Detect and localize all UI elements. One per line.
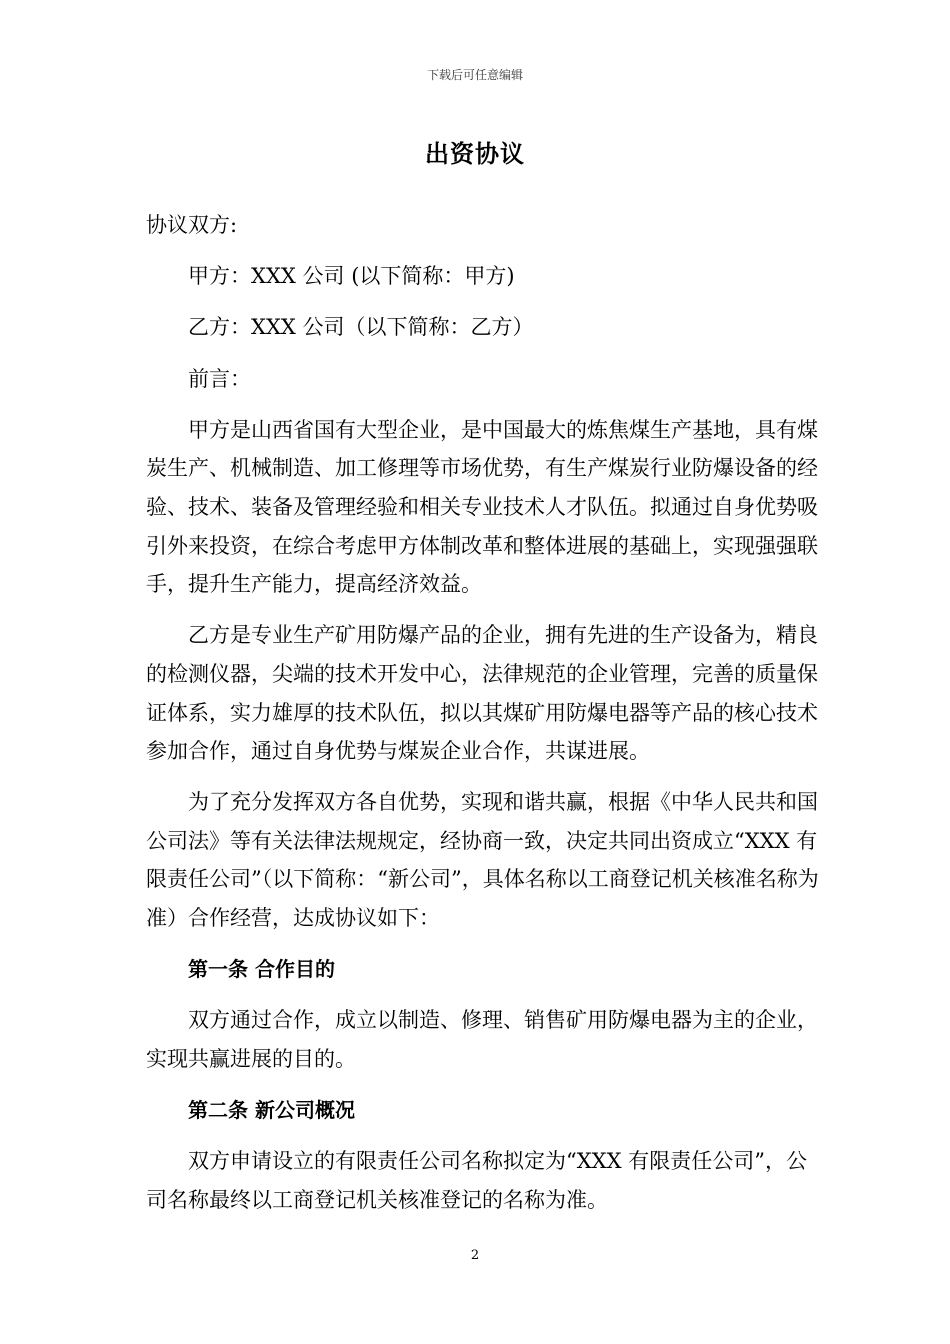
party-a: 甲方：XXX 公司 (以下简称：甲方) (188, 264, 515, 289)
paragraph-purpose: 为了充分发挥双方各自优势，实现和谐共赢，根据《中华人民共和国公司法》等有关法律法规规定，经协商一致，决定共同出资成立“XXX 有限责任公司”（以下简称：“新公司”，具体名称以工商登记机关核准名称为准）合作经营，达成协议如下： (146, 790, 819, 931)
preface-label: 前言： (188, 366, 251, 391)
article-1-text: 双方通过合作，成立以制造、修理、销售矿用防爆电器为主的企业，实现共赢进展的目的。 (146, 1008, 818, 1072)
party-b: 乙方：XXX 公司（以下简称：乙方） (188, 315, 534, 340)
article-1-heading: 第一条 合作目的 (188, 957, 335, 982)
parties-label: 协议双方: (146, 213, 238, 237)
header-note: 下载后可任意编辑 (426, 68, 523, 82)
article-2-heading: 第二条 新公司概况 (188, 1098, 355, 1123)
document-body (146, 206, 822, 1220)
document-title: 出资协议 (425, 140, 525, 168)
paragraph-party-b-intro: 乙方是专业生产矿用防爆产品的企业，拥有先进的生产设备为，精良的检测仪器，尖端的技术开发中心，法律规范的企业管理，完善的质量保证体系，实力雄厚的技术队伍，拟以其煤矿用防爆电器等产品的核心技术参加合作，通过自身优势与煤炭企业合作，共谋进展。 (146, 623, 818, 764)
paragraph-party-a-intro: 甲方是山西省国有大型企业，是中国最大的炼焦煤生产基地，具有煤炭生产、机械制造、加工修理等市场优势，有生产煤炭行业防爆设备的经验、技术、装备及管理经验和相关专业技术人才队伍。拟通过自身优势吸引外来投资，在综合考虑甲方体制改革和整体进展的基础上，实现强强联手，提升生产能力，提高经济效益。 (146, 417, 818, 597)
article-2-text: 双方申请设立的有限责任公司名称拟定为“XXX 有限责任公司”，公司名称最终以工商登记机关核准登记的名称为准。 (146, 1149, 807, 1212)
page-number: 2 (470, 1248, 480, 1263)
